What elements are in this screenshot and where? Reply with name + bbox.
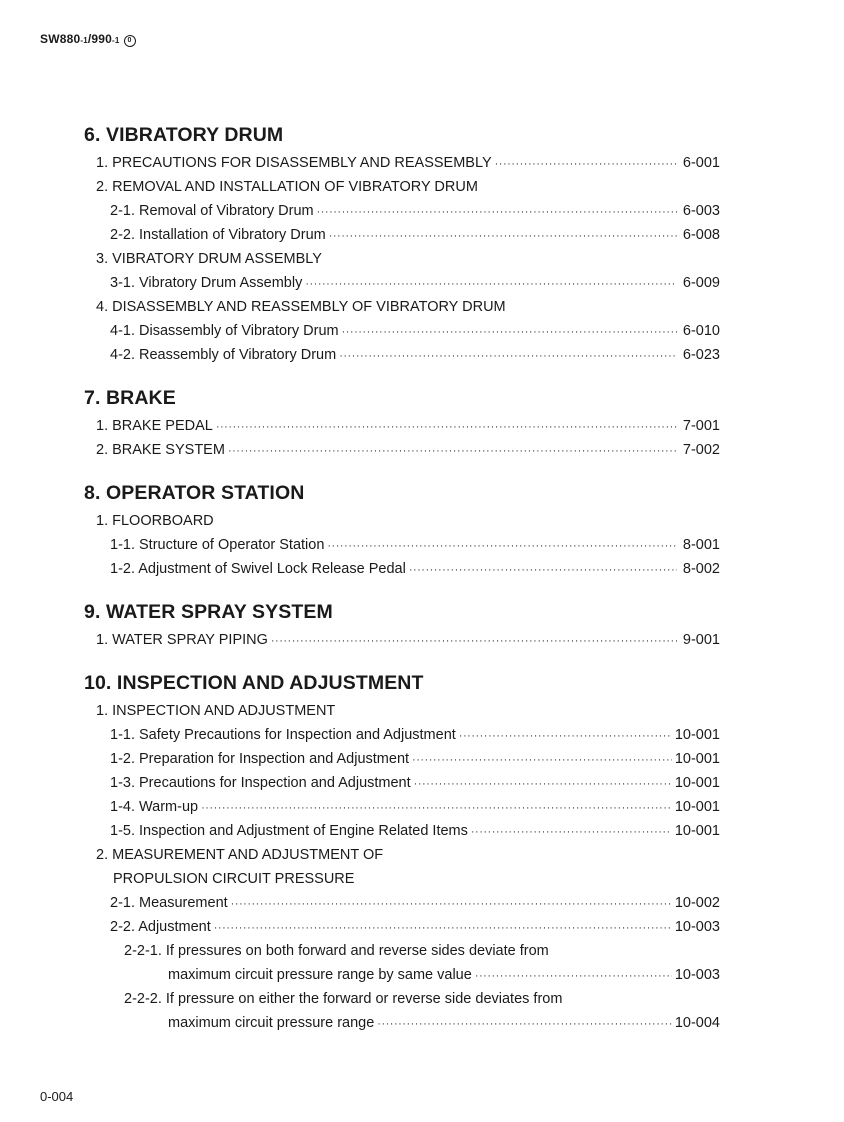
page-ref: 6-001 xyxy=(682,155,720,171)
page-ref: 7-001 xyxy=(682,418,720,434)
page-ref: 9-001 xyxy=(682,632,720,648)
model-code: SW880 xyxy=(40,32,81,46)
toc-entry[interactable]: 2-2. Installation of Vibratory Drum ····· 6-008 xyxy=(84,223,720,247)
toc-entry: 3. VIBRATORY DRUM ASSEMBLY xyxy=(96,251,322,267)
leader-dots xyxy=(228,439,677,463)
toc-entry-continued[interactable]: maximum circuit pressure range ····· 10-004 xyxy=(84,1011,720,1035)
toc-entry: 2-2-1. If pressures on both forward and reverse sides deviate from xyxy=(124,943,549,959)
page-ref: 10-001 xyxy=(674,751,720,767)
toc-entry[interactable]: 1. WATER SPRAY PIPING ····· 9-001 xyxy=(84,628,720,652)
page-ref: 6-009 xyxy=(682,275,720,291)
toc-entry[interactable]: 1-4. Warm-up ····· 10-001 xyxy=(84,795,720,819)
toc-entry[interactable]: 1-2. Preparation for Inspection and Adjustment ····· 10-001 xyxy=(84,747,720,771)
toc-entry: 2. MEASUREMENT AND ADJUSTMENT OF xyxy=(96,847,384,863)
leader-dots xyxy=(409,558,677,582)
page-ref: 7-002 xyxy=(682,442,720,458)
toc-entry: 1. FLOORBOARD xyxy=(96,513,214,529)
page-ref: 10-001 xyxy=(674,799,720,815)
leader-dots xyxy=(231,892,672,916)
model-suffix-2: -1 xyxy=(112,36,120,45)
toc-entry[interactable]: 1-1. Safety Precautions for Inspection and Adjustment ····· 10-001 xyxy=(84,723,720,747)
toc-entry[interactable]: 1-5. Inspection and Adjustment of Engine Related Items ····· 10-001 xyxy=(84,819,720,843)
leader-dots xyxy=(216,415,677,439)
model-code-2: /990 xyxy=(87,32,113,46)
toc-section xyxy=(84,599,720,652)
section-title: 8. OPERATOR STATION xyxy=(84,482,305,504)
document-header xyxy=(40,32,136,47)
toc-entry[interactable]: 2-2. Adjustment ····· 10-003 xyxy=(84,915,720,939)
page-ref: 6-008 xyxy=(682,227,720,243)
page-ref: 8-002 xyxy=(682,561,720,577)
leader-dots xyxy=(377,1012,672,1036)
toc-section xyxy=(84,385,720,462)
revision-badge: 0 xyxy=(124,35,136,47)
page-ref: 6-003 xyxy=(682,203,720,219)
toc-section xyxy=(84,122,720,367)
toc-section xyxy=(84,480,720,581)
toc-entry[interactable]: 3-1. Vibratory Drum Assembly ····· 6-009 xyxy=(84,271,720,295)
leader-dots xyxy=(495,152,677,176)
section-title: 9. WATER SPRAY SYSTEM xyxy=(84,601,333,623)
leader-dots xyxy=(459,724,672,748)
toc-section xyxy=(84,670,720,1035)
page-ref: 10-001 xyxy=(674,775,720,791)
toc-entry[interactable]: 4-1. Disassembly of Vibratory Drum ····· 6-010 xyxy=(84,319,720,343)
leader-dots xyxy=(414,772,672,796)
page-number: 0-004 xyxy=(40,1089,74,1104)
page-ref: 10-003 xyxy=(674,919,720,935)
toc-entry[interactable]: 2-1. Measurement ····· 10-002 xyxy=(84,891,720,915)
leader-dots xyxy=(305,272,677,296)
leader-dots xyxy=(471,820,672,844)
page-ref: 10-003 xyxy=(674,967,720,983)
leader-dots xyxy=(329,224,677,248)
leader-dots xyxy=(271,629,677,653)
leader-dots xyxy=(327,534,677,558)
leader-dots xyxy=(412,748,672,772)
toc-entry[interactable]: 1. PRECAUTIONS FOR DISASSEMBLY AND REASSEMBLY ····· 6-001 xyxy=(84,151,720,175)
leader-dots xyxy=(201,796,672,820)
section-title: 6. VIBRATORY DRUM xyxy=(84,124,284,146)
page-ref: 8-001 xyxy=(682,537,720,553)
toc-entry[interactable]: 1-2. Adjustment of Swivel Lock Release Pedal ····· 8-002 xyxy=(84,557,720,581)
toc-entry-continued: PROPULSION CIRCUIT PRESSURE xyxy=(113,871,355,887)
page-ref: 10-001 xyxy=(674,823,720,839)
leader-dots xyxy=(475,964,672,988)
toc-entry[interactable]: 4-2. Reassembly of Vibratory Drum ····· 6-023 xyxy=(84,343,720,367)
page-ref: 10-001 xyxy=(674,727,720,743)
leader-dots xyxy=(317,200,677,224)
toc-entry: 2. REMOVAL AND INSTALLATION OF VIBRATORY DRUM xyxy=(96,179,478,195)
leader-dots xyxy=(342,320,677,344)
toc-entry: 4. DISASSEMBLY AND REASSEMBLY OF VIBRATORY DRUM xyxy=(96,299,506,315)
toc-entry-continued[interactable]: maximum circuit pressure range by same value ····· 10-003 xyxy=(84,963,720,987)
toc-entry[interactable]: 2-1. Removal of Vibratory Drum ····· 6-003 xyxy=(84,199,720,223)
toc-entry[interactable]: 1-3. Precautions for Inspection and Adjustment ····· 10-001 xyxy=(84,771,720,795)
page-ref: 10-002 xyxy=(674,895,720,911)
section-title: 10. INSPECTION AND ADJUSTMENT xyxy=(84,672,424,694)
section-title: 7. BRAKE xyxy=(84,387,176,409)
leader-dots xyxy=(214,916,672,940)
model-suffix: -1 xyxy=(80,36,88,45)
toc-entry[interactable]: 2. BRAKE SYSTEM ····· 7-002 xyxy=(84,438,720,462)
page-ref: 6-010 xyxy=(682,323,720,339)
toc-entry[interactable]: 1. BRAKE PEDAL ····· 7-001 xyxy=(84,414,720,438)
table-of-contents xyxy=(84,122,720,1053)
page-ref: 10-004 xyxy=(674,1015,720,1031)
toc-entry[interactable]: 1-1. Structure of Operator Station ····· 8-001 xyxy=(84,533,720,557)
page-ref: 6-023 xyxy=(682,347,720,363)
toc-entry: 1. INSPECTION AND ADJUSTMENT xyxy=(96,703,336,719)
leader-dots xyxy=(339,344,677,368)
toc-entry: 2-2-2. If pressure on either the forward or reverse side deviates from xyxy=(124,991,563,1007)
